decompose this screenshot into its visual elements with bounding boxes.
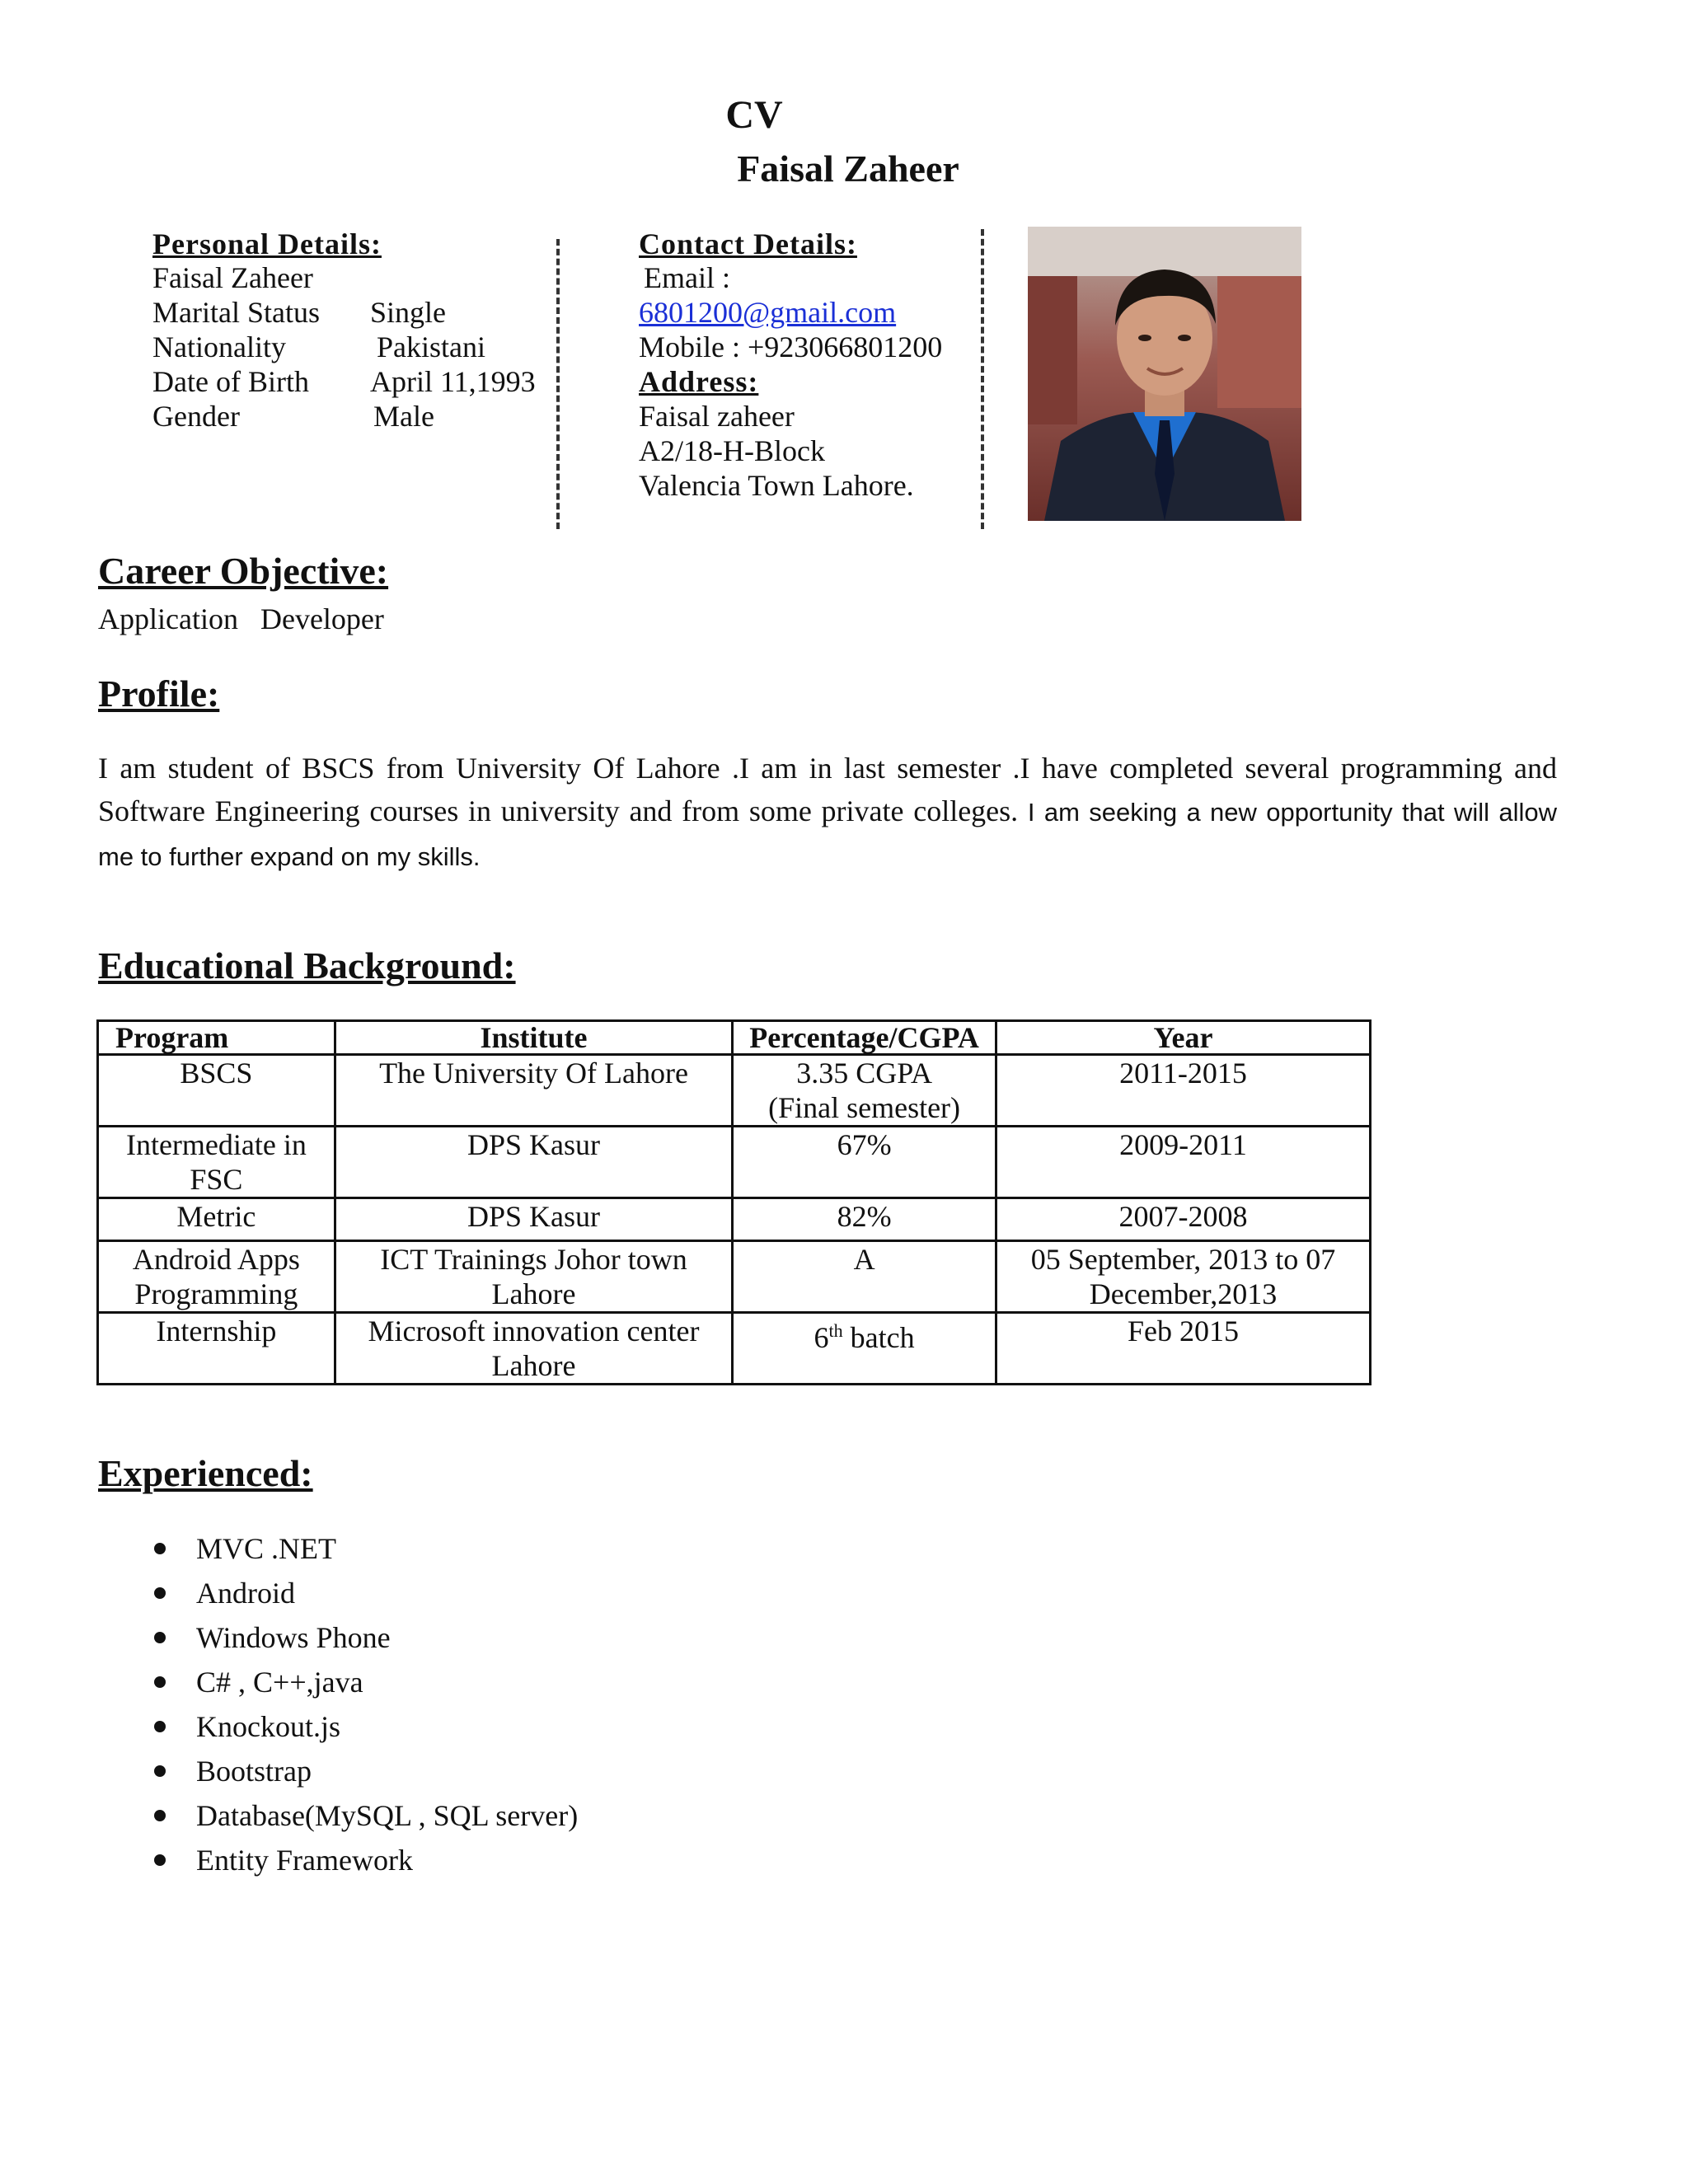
cell-institute: The University Of Lahore (335, 1055, 732, 1127)
table-row (98, 1198, 1371, 1241)
education-header-row (98, 1021, 1371, 1055)
cell-institute: Microsoft innovation center Lahore (335, 1313, 732, 1385)
bullet-icon (154, 1765, 166, 1777)
email-link[interactable]: 6801200@gmail.com (639, 296, 897, 329)
personal-value-gender: Male (373, 400, 434, 433)
career-objective-heading: Career Objective: (98, 550, 389, 592)
experience-list (148, 1526, 578, 1882)
cell-year: 2007-2008 (996, 1198, 1371, 1241)
cell-institute: DPS Kasur (335, 1198, 732, 1241)
cell-score: 3.35 CGPA (Final semester) (733, 1055, 996, 1127)
personal-label-nationality: Nationality (152, 330, 286, 363)
personal-details-heading: Personal Details: (152, 227, 382, 260)
bullet-icon (154, 1676, 166, 1688)
bullet-icon (154, 1632, 166, 1643)
bullet-icon (154, 1854, 166, 1866)
cell-year: 2009-2011 (996, 1127, 1371, 1198)
list-item-text: Entity Framework (196, 1844, 413, 1877)
column-header-year: Year (996, 1021, 1371, 1055)
cell-program: Intermediate in FSC (98, 1127, 335, 1198)
bullet-icon (154, 1587, 166, 1599)
cell-institute: ICT Trainings Johor town Lahore (335, 1241, 732, 1313)
bullet-icon (154, 1543, 166, 1554)
personal-full-name: Faisal Zaheer (152, 261, 313, 294)
email-label: Email : (644, 261, 730, 294)
table-row (98, 1313, 1371, 1385)
cell-program: Android Apps Programming (98, 1241, 335, 1313)
cell-program: Internship (98, 1313, 335, 1385)
personal-label-marital-status: Marital Status (152, 296, 320, 329)
career-objective-text: Application Developer (98, 602, 384, 635)
score-rest: batch (842, 1321, 915, 1354)
cell-score: 82% (733, 1198, 996, 1241)
cell-year: Feb 2015 (996, 1313, 1371, 1385)
score-superscript: th (828, 1320, 843, 1341)
contact-details-heading: Contact Details: (639, 227, 857, 260)
bullet-icon (154, 1810, 166, 1821)
profile-heading: Profile: (98, 673, 220, 715)
list-item (148, 1660, 578, 1704)
column-header-score: Percentage/CGPA (733, 1021, 996, 1055)
table-row (98, 1241, 1371, 1313)
cell-year: 05 September, 2013 to 07 December,2013 (996, 1241, 1371, 1313)
list-item (148, 1571, 578, 1615)
column-divider-right (981, 229, 984, 529)
personal-value-dob: April 11,1993 (370, 365, 536, 398)
profile-text-seeking: I am seeking a new opportunity that will allow me to further expand on my skills. (98, 798, 1558, 871)
list-item (148, 1615, 578, 1660)
profile-text-main: I am student of BSCS from University Of Lahore .I am in last semester .I have completed several programming and Software Engineering courses in university and from some private colleges. (98, 752, 1557, 827)
profile-text (98, 747, 1557, 879)
cell-institute: DPS Kasur (335, 1127, 732, 1198)
column-header-program: Program (98, 1021, 335, 1055)
table-row (98, 1127, 1371, 1198)
list-item (148, 1749, 578, 1793)
score-number: 6 (814, 1321, 829, 1354)
cell-score: 67% (733, 1127, 996, 1198)
list-item (148, 1526, 578, 1571)
cell-score (733, 1313, 996, 1385)
cell-program: BSCS (98, 1055, 335, 1127)
personal-value-nationality: Pakistani (377, 330, 485, 363)
address-line-2: A2/18-H-Block (639, 434, 825, 467)
education-table (96, 1019, 1372, 1385)
mobile-number: Mobile : +923066801200 (639, 330, 943, 363)
bullet-icon (154, 1721, 166, 1732)
experience-heading: Experienced: (98, 1452, 313, 1494)
personal-value-marital-status: Single (370, 296, 447, 329)
list-item (148, 1793, 578, 1838)
column-header-institute: Institute (335, 1021, 732, 1055)
column-divider-left (556, 239, 560, 529)
profile-photo (1028, 227, 1301, 521)
address-heading: Address: (639, 365, 759, 398)
list-item-text: Bootstrap (196, 1755, 312, 1788)
cell-score: A (733, 1241, 996, 1313)
address-line-3: Valencia Town Lahore. (639, 469, 914, 502)
personal-label-gender: Gender (152, 400, 240, 433)
list-item-text: Knockout.js (196, 1710, 340, 1743)
list-item-text: MVC .NET (196, 1532, 336, 1565)
list-item (148, 1704, 578, 1749)
education-heading: Educational Background: (98, 944, 516, 987)
candidate-name: Faisal Zaheer (737, 148, 959, 190)
document-title: CV (725, 93, 783, 137)
cell-program: Metric (98, 1198, 335, 1241)
list-item-text: Database(MySQL , SQL server) (196, 1799, 579, 1832)
list-item (148, 1838, 578, 1882)
cell-year: 2011-2015 (996, 1055, 1371, 1127)
table-row (98, 1055, 1371, 1127)
list-item-text: Windows Phone (196, 1621, 391, 1654)
list-item-text: Android (196, 1577, 295, 1610)
personal-label-dob: Date of Birth (152, 365, 309, 398)
portrait-image (1028, 227, 1301, 521)
address-line-1: Faisal zaheer (639, 400, 795, 433)
list-item-text: C# , C++,java (196, 1666, 363, 1699)
